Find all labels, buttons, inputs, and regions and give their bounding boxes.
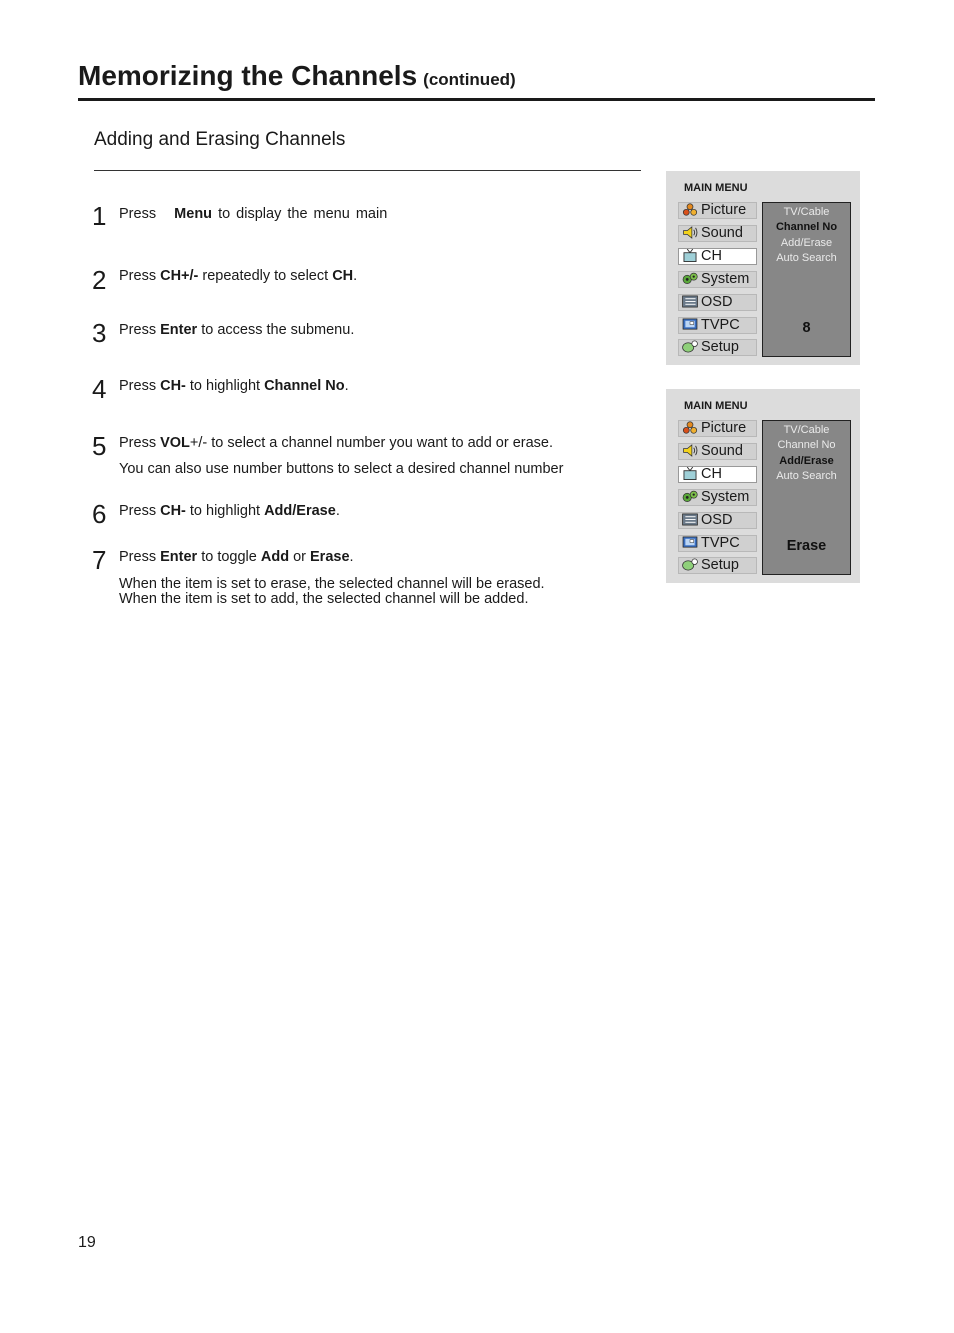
step-text-part: to access the submenu. xyxy=(197,322,355,338)
step-keyword: VOL xyxy=(160,435,190,451)
step-keyword: CH- xyxy=(160,378,186,394)
picture-icon xyxy=(681,203,699,216)
menu-item-label: System xyxy=(701,489,750,505)
step-7-number: 7 xyxy=(92,545,107,575)
menu-item-picture xyxy=(678,420,757,437)
menu-item-label: CH xyxy=(701,466,722,482)
osd-panel-add-erase xyxy=(666,389,860,583)
step-5-note: You can also use number buttons to select a desired channel number xyxy=(119,461,564,477)
step-text-part: +/- to select a channel number you want to add or erase. xyxy=(189,435,554,451)
tv-icon xyxy=(681,249,699,262)
osd-submenu xyxy=(762,202,851,357)
page-number: 19 xyxy=(78,1234,96,1251)
menu-item-label: System xyxy=(701,271,750,287)
menu-item-ch xyxy=(678,466,757,483)
monitor-icon xyxy=(681,536,699,549)
picture-icon xyxy=(681,421,699,434)
menu-item-system xyxy=(678,271,757,288)
step-keyword: Add xyxy=(260,549,290,565)
gears-icon xyxy=(681,490,699,503)
step-5-text xyxy=(119,435,553,452)
menu-item-system xyxy=(678,489,757,506)
step-3-text xyxy=(119,322,354,339)
step-5-number: 5 xyxy=(92,431,107,461)
submenu-value: 8 xyxy=(802,320,811,336)
menu-item-osd xyxy=(678,512,757,529)
step-3-number: 3 xyxy=(92,318,107,348)
step-text-part: to highlight xyxy=(185,503,265,519)
step-keyword: Enter xyxy=(160,549,198,565)
step-keyword: Menu xyxy=(174,206,213,222)
page-title-text: Memorizing the Channels xyxy=(78,60,418,91)
tv-icon xyxy=(681,467,699,480)
step-text-part: Press xyxy=(119,206,157,222)
page-title-continued: (continued) xyxy=(423,70,516,89)
submenu-item-auto-search: Auto Search xyxy=(776,470,837,482)
step-text-part: to display the menu main xyxy=(218,206,388,222)
step-text-part: to toggle xyxy=(197,549,261,565)
submenu-value: Erase xyxy=(786,538,827,554)
step-text-part: Press xyxy=(119,435,161,451)
step-4-number: 4 xyxy=(92,374,107,404)
step-text-part: or xyxy=(289,549,310,565)
step-2-number: 2 xyxy=(92,265,107,295)
submenu-item-add-erase: Add/Erase xyxy=(780,237,833,249)
step-text-part: to highlight xyxy=(185,378,265,394)
menu-item-tvpc xyxy=(678,535,757,552)
menu-item-sound xyxy=(678,443,757,460)
menu-item-label: Setup xyxy=(701,557,739,573)
submenu-item-tv-cable: TV/Cable xyxy=(783,424,830,436)
menu-item-picture xyxy=(678,202,757,219)
submenu-item-channel-no: Channel No xyxy=(777,439,836,451)
step-keyword: Channel No xyxy=(264,378,345,394)
submenu-item-tv-cable: TV/Cable xyxy=(783,206,830,218)
step-keyword: Erase xyxy=(310,549,350,565)
menu-item-label: Picture xyxy=(701,202,747,218)
menu-item-label: TVPC xyxy=(701,535,740,551)
step-7-note-add: When the item is set to add, the selected channel will be added. xyxy=(119,591,529,607)
list-icon xyxy=(681,513,699,526)
step-text-part: . xyxy=(344,378,349,394)
step-7-note-erase: When the item is set to erase, the selected channel will be erased. xyxy=(119,576,545,592)
step-text-part: Press xyxy=(119,322,161,338)
menu-item-ch xyxy=(678,248,757,265)
speaker-icon xyxy=(681,226,699,239)
monitor-icon xyxy=(681,318,699,331)
menu-item-label: TVPC xyxy=(701,317,740,333)
menu-item-sound xyxy=(678,225,757,242)
step-7-text xyxy=(119,549,354,566)
speaker-icon xyxy=(681,444,699,457)
setup-icon xyxy=(681,340,699,353)
step-6-number: 6 xyxy=(92,499,107,529)
step-text-part: Press xyxy=(119,378,161,394)
step-1-number: 1 xyxy=(92,201,107,231)
step-4-text xyxy=(119,378,349,395)
step-6-text xyxy=(119,503,340,520)
step-text-part: Press xyxy=(119,503,161,519)
submenu-item-auto-search: Auto Search xyxy=(776,252,837,264)
menu-item-osd xyxy=(678,294,757,311)
menu-item-label: Picture xyxy=(701,420,747,436)
menu-item-tvpc xyxy=(678,317,757,334)
step-text-part: . xyxy=(349,549,354,565)
title-divider xyxy=(78,98,875,101)
osd-title: MAIN MENU xyxy=(684,182,748,194)
page-title xyxy=(78,60,516,92)
submenu-item-channel-no: Channel No xyxy=(775,221,838,233)
osd-title: MAIN MENU xyxy=(684,400,748,412)
menu-item-setup xyxy=(678,557,757,574)
step-2-text xyxy=(119,268,357,285)
osd-submenu xyxy=(762,420,851,575)
step-1-text xyxy=(119,206,387,223)
step-keyword: CH+/- xyxy=(160,268,199,284)
section-divider xyxy=(94,170,641,171)
step-text-part: Press xyxy=(119,549,161,565)
menu-item-label: Sound xyxy=(701,225,743,241)
step-keyword: Add/Erase xyxy=(264,503,336,519)
submenu-item-add-erase: Add/Erase xyxy=(779,455,834,467)
menu-item-setup xyxy=(678,339,757,356)
list-icon xyxy=(681,295,699,308)
gears-icon xyxy=(681,272,699,285)
menu-item-label: OSD xyxy=(701,512,733,528)
menu-item-label: OSD xyxy=(701,294,733,310)
menu-item-label: Setup xyxy=(701,339,739,355)
menu-item-label: Sound xyxy=(701,443,743,459)
step-keyword: CH- xyxy=(160,503,186,519)
step-text-part: . xyxy=(335,503,340,519)
osd-panel-channel-no xyxy=(666,171,860,365)
step-text-part: . xyxy=(353,268,358,284)
menu-item-label: CH xyxy=(701,248,722,264)
step-text-part: Press xyxy=(119,268,161,284)
step-keyword: CH xyxy=(332,268,354,284)
setup-icon xyxy=(681,558,699,571)
step-text-part: repeatedly to select xyxy=(198,268,333,284)
step-keyword: Enter xyxy=(160,322,198,338)
section-heading: Adding and Erasing Channels xyxy=(94,129,346,150)
